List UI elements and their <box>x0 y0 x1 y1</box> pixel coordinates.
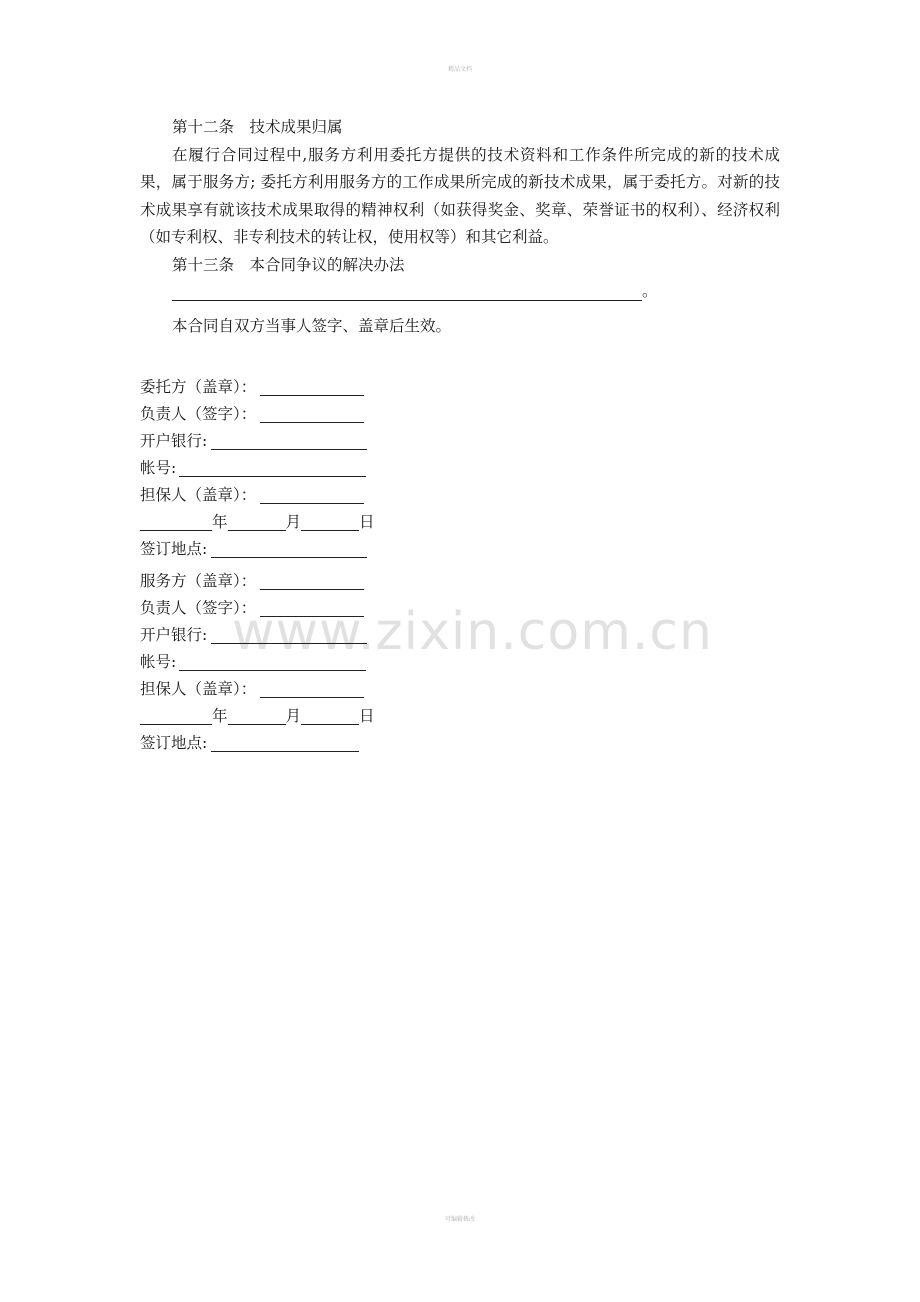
article-12-body: 在履行合同过程中,服务方利用委托方提供的技术资料和工作条件所完成的新的技术成果，属于服务方; 委托方利用服务方的工作成果所完成的新技术成果，属于委托方。对新的技术成果享有就该技术成果取得的精神权利（如获得奖金、奖章、荣誉证书的权利）、经济权利（如专利权、非专利技术的转让权，使用权等）和其它利益。 <box>140 145 780 246</box>
service-party-field[interactable] <box>260 571 364 590</box>
service-bank-label: 开户银行: <box>140 626 208 644</box>
service-account-row <box>140 649 375 676</box>
service-date-row <box>140 703 375 730</box>
article-13-title: 第十三条 本合同争议的解决办法 <box>172 255 405 274</box>
dispute-resolution-blank[interactable] <box>172 282 642 301</box>
service-place-row <box>140 730 375 757</box>
service-guarantor-label: 担保人（盖章）： <box>140 680 257 698</box>
client-guarantor-label: 担保人（盖章）： <box>140 486 257 504</box>
client-account-label: 帐号: <box>140 459 177 477</box>
service-day-field[interactable] <box>301 706 359 725</box>
client-guarantor-field[interactable] <box>260 485 364 504</box>
contract-body <box>140 114 780 356</box>
service-guarantor-field[interactable] <box>260 679 364 698</box>
client-account-row <box>140 455 375 482</box>
service-account-label: 帐号: <box>140 653 177 671</box>
client-year-label: 年 <box>212 513 228 531</box>
footer-watermark-text: 可编辑修改 <box>444 1216 475 1223</box>
service-day-label: 日 <box>359 707 375 725</box>
client-bank-row <box>140 428 375 455</box>
effect-clause: 本合同自双方当事人签字、盖章后生效。 <box>172 317 452 335</box>
service-guarantor-row <box>140 676 375 703</box>
service-year-field[interactable] <box>140 706 212 725</box>
client-party-field[interactable] <box>260 377 364 396</box>
service-month-field[interactable] <box>228 706 286 725</box>
client-day-label: 日 <box>359 513 375 531</box>
service-party-label: 服务方（盖章）： <box>140 572 257 590</box>
service-account-field[interactable] <box>179 652 366 671</box>
client-month-field[interactable] <box>228 512 286 531</box>
client-bank-field[interactable] <box>211 431 367 450</box>
client-year-field[interactable] <box>140 512 212 531</box>
dispute-resolution-blank-row <box>140 279 780 309</box>
client-place-row <box>140 536 375 563</box>
service-party-row <box>140 568 375 595</box>
client-place-field[interactable] <box>211 539 367 558</box>
client-account-field[interactable] <box>179 458 366 477</box>
service-place-label: 签订地点: <box>140 734 208 752</box>
article-12-title: 第十二条 技术成果归属 <box>172 118 343 136</box>
service-place-field[interactable] <box>211 733 359 752</box>
service-bank-row <box>140 622 375 649</box>
client-principal-label: 负责人（签字）： <box>140 405 257 423</box>
client-party-label: 委托方（盖章）： <box>140 378 257 396</box>
header-watermark-text: 精品文档 <box>447 66 472 73</box>
service-bank-field[interactable] <box>211 625 367 644</box>
client-month-label: 月 <box>285 513 302 531</box>
site-watermark: www.zixin.com.cn <box>232 602 713 662</box>
client-bank-label: 开户银行: <box>140 432 208 450</box>
client-day-field[interactable] <box>301 512 359 531</box>
service-year-label: 年 <box>212 707 228 725</box>
service-principal-field[interactable] <box>260 598 364 617</box>
service-month-label: 月 <box>285 707 302 725</box>
client-principal-field[interactable] <box>260 404 364 423</box>
service-principal-row <box>140 595 375 622</box>
service-principal-label: 负责人（签字）： <box>140 599 257 617</box>
client-signature-block <box>140 374 375 563</box>
client-principal-row <box>140 401 375 428</box>
client-guarantor-row <box>140 482 375 509</box>
client-party-row <box>140 374 375 401</box>
client-place-label: 签订地点: <box>140 540 208 558</box>
client-date-row <box>140 509 375 536</box>
blank-end-punctuation: 。 <box>642 282 658 300</box>
service-signature-block <box>140 568 375 757</box>
